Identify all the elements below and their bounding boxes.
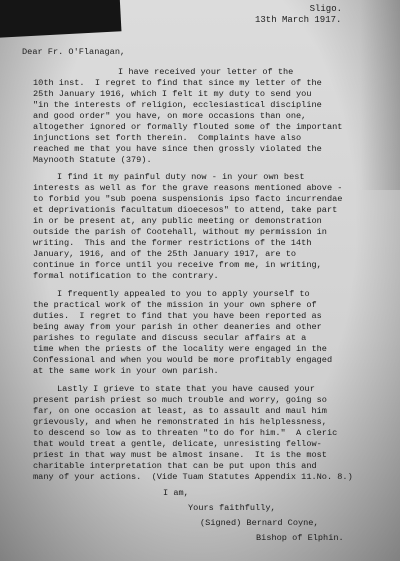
paragraph-3-line-3: duties. I regret to find that you have been reported as	[33, 311, 322, 321]
paragraph-4-line-4: grievously, and when he remonstrated in his helplessness,	[33, 417, 327, 427]
paragraph-3-line-8: at the same work in your own parish.	[33, 366, 219, 376]
paragraph-1-line-5: and good order" you have, on more occasions than one,	[33, 111, 307, 121]
paragraph-2-line-6: outside the parish of Cootehall, without my permission in	[33, 227, 327, 237]
paragraph-2-line-2: interests as well as for the grave reasons mentioned above -	[33, 183, 343, 193]
paragraph-4-line-1: Lastly I grieve to state that you have caused your	[57, 384, 315, 394]
paragraph-1-line-4: "in the interests of religion, ecclesiastical discipline	[33, 100, 322, 110]
paragraph-4-line-7: priest in that way must be almost insane. It is the most	[33, 450, 327, 460]
letter-place: Sligo.	[309, 4, 342, 14]
paragraph-1-line-9: Maynooth Statute (379).	[33, 155, 152, 165]
paragraph-1-line-7: injunctions set forth therein. Complaints have also	[33, 133, 302, 143]
paragraph-3-line-7: Confessional and when you would be more profitably engaged	[33, 355, 333, 365]
paragraph-3-line-6: time when the priests of the locality were engaged in the	[33, 344, 327, 354]
paragraph-4-line-2: present parish priest so much trouble and worry, going so	[33, 395, 327, 405]
letter-signatory-title: Bishop of Elphin.	[256, 533, 344, 543]
paragraph-1-line-3: 25th January 1916, which I felt it my duty to send you	[33, 89, 312, 99]
paragraph-4-line-9: many of your actions. (Vide Tuam Statutes Appendix 11.No. 8.)	[33, 472, 353, 482]
paragraph-4-line-8: charitable interpretation that can be put upon this and	[33, 461, 317, 471]
paragraph-1-line-6: altogether ignored or formally flouted some of the important	[33, 122, 343, 132]
letter-signature: (Signed) Bernard Coyne,	[200, 518, 319, 528]
paragraph-4-line-3: far, on one occasion at least, as to assault and maul him	[33, 406, 327, 416]
paragraph-2-line-3: to forbid you "sub poena suspensionis ipso facto incurrendae	[33, 194, 343, 204]
letter-salutation: Dear Fr. O'Flanagan,	[22, 47, 126, 57]
paragraph-2-line-8: January, 1916, and of the 25th January 1917, are to	[33, 249, 297, 259]
paragraph-1-line-2: 10th inst. I regret to find that since my letter of the	[33, 78, 322, 88]
paragraph-2-line-5: in or be present at, any public meeting or demonstration	[33, 216, 322, 226]
paragraph-2-line-10: formal notification to the contrary.	[33, 271, 219, 281]
paragraph-3-line-5: parishes to regulate and discuss secular affairs at a	[33, 333, 307, 343]
paragraph-3-line-4: being away from your parish in other deaneries and other	[33, 322, 322, 332]
paragraph-4-line-5: to descend so low as to threaten "to do for him." A cleric	[33, 428, 338, 438]
paragraph-1-line-1: I have received your letter of the	[118, 67, 294, 77]
letter-signoff: Yours faithfully,	[188, 503, 276, 513]
paragraph-4-line-6: that would treat a gentle, delicate, unresisting fellow-	[33, 439, 322, 449]
paragraph-2-line-4: et deprivationis facultatum dioecesos" to attend, take part	[33, 205, 338, 215]
letter-date: 13th March 1917.	[255, 15, 342, 25]
paragraph-2-line-7: writing. This and the former restrictions of the 14th	[33, 238, 312, 248]
paragraph-2-line-9: continue in force until you receive from me, in writing,	[33, 260, 322, 270]
paragraph-3-line-1: I frequently appealed to you to apply yourself to	[57, 289, 310, 299]
paragraph-2-line-1: I find it my painful duty now - in your own best	[57, 172, 305, 182]
paragraph-3-line-2: the practical work of the mission in your own sphere of	[33, 300, 317, 310]
letter-closing: I am,	[163, 488, 189, 498]
paragraph-1-line-8: reached me that you have since then grossly violated the	[33, 144, 322, 154]
